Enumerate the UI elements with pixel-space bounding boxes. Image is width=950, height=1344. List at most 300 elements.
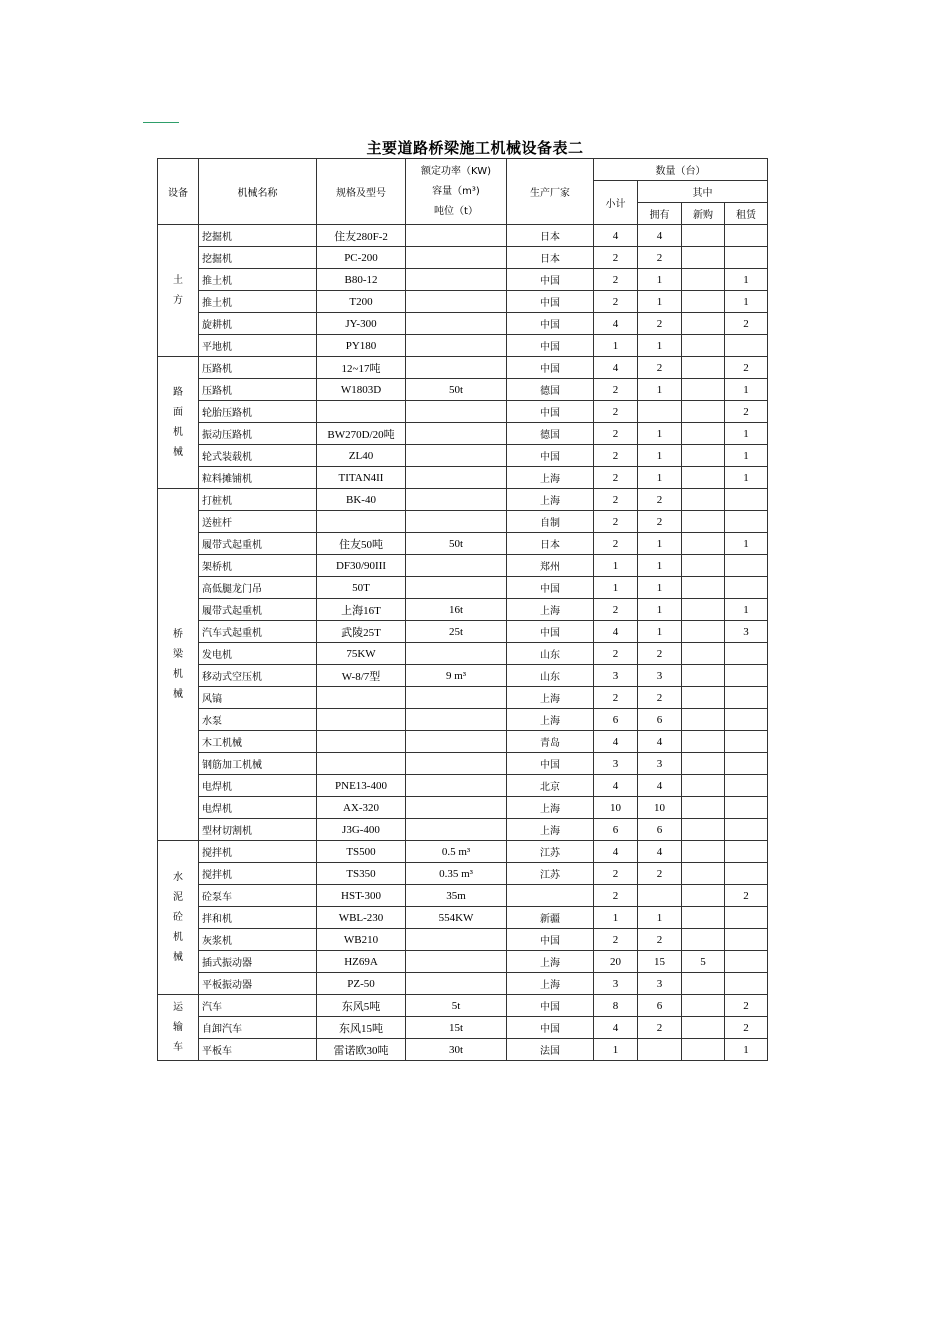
cell-new <box>682 973 725 995</box>
cell-spec: 50T <box>317 577 406 599</box>
header-power-line1: 额定功率（KW) <box>421 165 491 177</box>
cell-maker: 上海 <box>507 467 594 489</box>
cell-name: 挖掘机 <box>199 247 317 269</box>
cell-maker: 北京 <box>507 775 594 797</box>
cell-subtotal: 4 <box>594 731 638 753</box>
table-row <box>158 401 768 423</box>
category-char: 机 <box>173 426 183 438</box>
table-row <box>158 819 768 841</box>
cell-new <box>682 797 725 819</box>
cell-rent: 1 <box>725 599 768 621</box>
cell-power <box>406 247 507 269</box>
cell-spec: 东风5吨 <box>317 995 406 1017</box>
cell-name: 平地机 <box>199 335 317 357</box>
cell-owned: 6 <box>638 819 682 841</box>
cell-name: 振动压路机 <box>199 423 317 445</box>
cell-maker: 德国 <box>507 423 594 445</box>
top-link-underline[interactable] <box>143 122 179 123</box>
cell-name: 型材切割机 <box>199 819 317 841</box>
cell-rent <box>725 687 768 709</box>
cell-subtotal: 4 <box>594 775 638 797</box>
cell-owned: 4 <box>638 731 682 753</box>
cell-new <box>682 511 725 533</box>
cell-subtotal: 2 <box>594 269 638 291</box>
cell-subtotal: 2 <box>594 445 638 467</box>
table-row <box>158 929 768 951</box>
table-row <box>158 665 768 687</box>
cell-maker: 山东 <box>507 643 594 665</box>
header-power-line3: 吨位（t） <box>434 205 478 217</box>
table-row <box>158 489 768 511</box>
cell-maker: 中国 <box>507 357 594 379</box>
table-row <box>158 467 768 489</box>
cell-name: 架桥机 <box>199 555 317 577</box>
cell-new <box>682 555 725 577</box>
category-char: 械 <box>173 446 183 458</box>
cell-name: 履带式起重机 <box>199 533 317 555</box>
cell-name: 发电机 <box>199 643 317 665</box>
cell-rent <box>725 555 768 577</box>
cell-rent: 2 <box>725 885 768 907</box>
cell-owned: 2 <box>638 1017 682 1039</box>
cell-power <box>406 973 507 995</box>
cell-name: 轮胎压路机 <box>199 401 317 423</box>
cell-power <box>406 731 507 753</box>
cell-owned: 6 <box>638 995 682 1017</box>
cell-name: 压路机 <box>199 357 317 379</box>
cell-power <box>406 269 507 291</box>
cell-power <box>406 643 507 665</box>
table-row <box>158 907 768 929</box>
cell-power: 50t <box>406 533 507 555</box>
cell-power: 554KW <box>406 907 507 929</box>
cell-maker: 日本 <box>507 533 594 555</box>
cell-rent <box>725 247 768 269</box>
table-row <box>158 709 768 731</box>
cell-power <box>406 753 507 775</box>
cell-new <box>682 643 725 665</box>
cell-owned: 1 <box>638 335 682 357</box>
category-cell <box>158 357 199 489</box>
table-row <box>158 863 768 885</box>
cell-owned: 4 <box>638 841 682 863</box>
cell-spec: B80-12 <box>317 269 406 291</box>
cell-name: 钢筋加工机械 <box>199 753 317 775</box>
table-row <box>158 225 768 247</box>
cell-spec: BK-40 <box>317 489 406 511</box>
cell-owned: 10 <box>638 797 682 819</box>
cell-subtotal: 4 <box>594 1017 638 1039</box>
cell-maker: 上海 <box>507 709 594 731</box>
cell-spec: AX-320 <box>317 797 406 819</box>
cell-owned: 6 <box>638 709 682 731</box>
header-new: 新购 <box>682 203 725 225</box>
cell-spec: W1803D <box>317 379 406 401</box>
table-row <box>158 643 768 665</box>
cell-owned: 1 <box>638 533 682 555</box>
cell-subtotal: 2 <box>594 511 638 533</box>
cell-rent: 1 <box>725 423 768 445</box>
cell-name: 搅拌机 <box>199 863 317 885</box>
cell-maker: 德国 <box>507 379 594 401</box>
table-row <box>158 379 768 401</box>
cell-subtotal: 2 <box>594 291 638 313</box>
table-row <box>158 951 768 973</box>
cell-name: 履带式起重机 <box>199 599 317 621</box>
cell-maker: 法国 <box>507 1039 594 1061</box>
cell-new <box>682 775 725 797</box>
cell-new <box>682 753 725 775</box>
cell-rent: 2 <box>725 313 768 335</box>
cell-name: 移动式空压机 <box>199 665 317 687</box>
cell-spec: J3G-400 <box>317 819 406 841</box>
cell-rent: 2 <box>725 995 768 1017</box>
table-row <box>158 445 768 467</box>
cell-name: 打桩机 <box>199 489 317 511</box>
cell-power <box>406 489 507 511</box>
cell-maker: 江苏 <box>507 863 594 885</box>
cell-power <box>406 797 507 819</box>
cell-maker: 江苏 <box>507 841 594 863</box>
cell-rent <box>725 577 768 599</box>
cell-new <box>682 665 725 687</box>
cell-power <box>406 401 507 423</box>
cell-name: 平板车 <box>199 1039 317 1061</box>
header-spec: 规格及型号 <box>317 159 406 225</box>
cell-spec <box>317 687 406 709</box>
table-row <box>158 599 768 621</box>
cell-subtotal: 2 <box>594 643 638 665</box>
cell-spec: TS500 <box>317 841 406 863</box>
cell-subtotal: 2 <box>594 863 638 885</box>
cell-power: 0.35 m³ <box>406 863 507 885</box>
cell-maker: 上海 <box>507 599 594 621</box>
cell-maker: 中国 <box>507 445 594 467</box>
cell-maker: 中国 <box>507 269 594 291</box>
cell-rent: 1 <box>725 1039 768 1061</box>
cell-subtotal: 3 <box>594 973 638 995</box>
table-row <box>158 731 768 753</box>
cell-power: 15t <box>406 1017 507 1039</box>
cell-maker: 自制 <box>507 511 594 533</box>
cell-subtotal: 1 <box>594 1039 638 1061</box>
table-row <box>158 577 768 599</box>
cell-name: 平板振动器 <box>199 973 317 995</box>
category-char: 面 <box>173 406 183 418</box>
table-row <box>158 995 768 1017</box>
cell-rent: 2 <box>725 357 768 379</box>
equipment-table <box>157 158 768 1061</box>
category-char: 械 <box>173 951 183 963</box>
cell-owned: 2 <box>638 247 682 269</box>
table-row <box>158 885 768 907</box>
cell-spec <box>317 753 406 775</box>
cell-new <box>682 379 725 401</box>
cell-owned <box>638 401 682 423</box>
cell-maker: 上海 <box>507 687 594 709</box>
cell-power <box>406 357 507 379</box>
category-char: 桥 <box>173 628 183 640</box>
category-cell <box>158 841 199 995</box>
cell-subtotal: 2 <box>594 929 638 951</box>
cell-subtotal: 1 <box>594 907 638 929</box>
cell-subtotal: 4 <box>594 313 638 335</box>
cell-rent <box>725 511 768 533</box>
cell-rent <box>725 225 768 247</box>
cell-spec: T200 <box>317 291 406 313</box>
cell-owned: 1 <box>638 577 682 599</box>
cell-power: 16t <box>406 599 507 621</box>
cell-rent: 3 <box>725 621 768 643</box>
table-row <box>158 533 768 555</box>
category-char: 水 <box>173 871 183 883</box>
category-cell <box>158 489 199 841</box>
cell-spec: 住友280F-2 <box>317 225 406 247</box>
cell-spec: PC-200 <box>317 247 406 269</box>
cell-subtotal: 4 <box>594 225 638 247</box>
cell-maker: 中国 <box>507 753 594 775</box>
cell-spec: 上海16T <box>317 599 406 621</box>
table-row <box>158 269 768 291</box>
cell-name: 粒料摊铺机 <box>199 467 317 489</box>
header-name: 机械名称 <box>199 159 317 225</box>
cell-name: 灰浆机 <box>199 929 317 951</box>
cell-rent: 1 <box>725 533 768 555</box>
cell-new <box>682 247 725 269</box>
header-of-which: 其中 <box>638 181 768 203</box>
cell-rent <box>725 335 768 357</box>
cell-name: 自卸汽车 <box>199 1017 317 1039</box>
cell-name: 高低腿龙门吊 <box>199 577 317 599</box>
category-char: 路 <box>173 386 183 398</box>
cell-spec <box>317 401 406 423</box>
header-subtotal: 小计 <box>594 181 638 225</box>
cell-maker: 上海 <box>507 973 594 995</box>
cell-new: 5 <box>682 951 725 973</box>
cell-new <box>682 621 725 643</box>
cell-rent <box>725 819 768 841</box>
cell-rent: 2 <box>725 1017 768 1039</box>
cell-rent <box>725 753 768 775</box>
cell-new <box>682 819 725 841</box>
cell-rent <box>725 863 768 885</box>
cell-maker: 中国 <box>507 577 594 599</box>
header-category: 设备 <box>158 159 199 225</box>
cell-spec: WBL-230 <box>317 907 406 929</box>
cell-spec: WB210 <box>317 929 406 951</box>
category-char: 械 <box>173 688 183 700</box>
category-char: 输 <box>173 1021 183 1033</box>
cell-power: 0.5 m³ <box>406 841 507 863</box>
cell-new <box>682 995 725 1017</box>
cell-owned <box>638 885 682 907</box>
cell-subtotal: 1 <box>594 555 638 577</box>
cell-subtotal: 4 <box>594 357 638 379</box>
category-cell <box>158 225 199 357</box>
cell-power <box>406 951 507 973</box>
cell-subtotal: 20 <box>594 951 638 973</box>
cell-spec: 雷诺欧30吨 <box>317 1039 406 1061</box>
cell-owned: 1 <box>638 555 682 577</box>
cell-spec: TITAN4II <box>317 467 406 489</box>
cell-subtotal: 3 <box>594 753 638 775</box>
cell-subtotal: 4 <box>594 841 638 863</box>
cell-subtotal: 6 <box>594 709 638 731</box>
cell-subtotal: 10 <box>594 797 638 819</box>
cell-maker: 上海 <box>507 819 594 841</box>
cell-new <box>682 599 725 621</box>
table-row <box>158 357 768 379</box>
cell-new <box>682 1017 725 1039</box>
cell-subtotal: 6 <box>594 819 638 841</box>
cell-spec <box>317 731 406 753</box>
cell-new <box>682 885 725 907</box>
cell-power <box>406 819 507 841</box>
cell-rent <box>725 907 768 929</box>
cell-maker: 中国 <box>507 995 594 1017</box>
category-char: 机 <box>173 931 183 943</box>
cell-spec: 12~17吨 <box>317 357 406 379</box>
table-row <box>158 291 768 313</box>
cell-subtotal: 2 <box>594 599 638 621</box>
cell-subtotal: 1 <box>594 577 638 599</box>
cell-maker: 日本 <box>507 247 594 269</box>
cell-owned: 4 <box>638 225 682 247</box>
cell-owned: 3 <box>638 665 682 687</box>
cell-rent <box>725 973 768 995</box>
cell-power <box>406 511 507 533</box>
cell-owned: 4 <box>638 775 682 797</box>
cell-rent <box>725 643 768 665</box>
category-cell <box>158 995 199 1061</box>
category-char: 车 <box>173 1041 183 1053</box>
table-body <box>158 225 768 1061</box>
cell-rent <box>725 951 768 973</box>
table-row <box>158 423 768 445</box>
table-row <box>158 555 768 577</box>
cell-new <box>682 1039 725 1061</box>
cell-owned: 2 <box>638 643 682 665</box>
cell-spec: 住友50吨 <box>317 533 406 555</box>
cell-power <box>406 467 507 489</box>
cell-subtotal: 2 <box>594 401 638 423</box>
table-row <box>158 313 768 335</box>
cell-spec: JY-300 <box>317 313 406 335</box>
cell-power: 50t <box>406 379 507 401</box>
category-char: 运 <box>173 1001 183 1013</box>
cell-power <box>406 687 507 709</box>
cell-new <box>682 291 725 313</box>
cell-power <box>406 423 507 445</box>
cell-power <box>406 775 507 797</box>
cell-new <box>682 709 725 731</box>
cell-owned: 3 <box>638 973 682 995</box>
cell-spec: PZ-50 <box>317 973 406 995</box>
cell-new <box>682 929 725 951</box>
cell-subtotal: 2 <box>594 885 638 907</box>
cell-rent: 2 <box>725 401 768 423</box>
cell-maker: 上海 <box>507 489 594 511</box>
cell-spec: 武陵25T <box>317 621 406 643</box>
cell-new <box>682 533 725 555</box>
cell-new <box>682 577 725 599</box>
cell-new <box>682 225 725 247</box>
cell-rent <box>725 775 768 797</box>
cell-spec: PY180 <box>317 335 406 357</box>
cell-spec: HST-300 <box>317 885 406 907</box>
cell-new <box>682 467 725 489</box>
category-char: 方 <box>173 294 183 306</box>
cell-name: 搅拌机 <box>199 841 317 863</box>
cell-new <box>682 687 725 709</box>
cell-spec: ZL40 <box>317 445 406 467</box>
cell-spec: TS350 <box>317 863 406 885</box>
cell-subtotal: 1 <box>594 335 638 357</box>
cell-maker: 中国 <box>507 929 594 951</box>
cell-owned: 2 <box>638 511 682 533</box>
cell-power <box>406 709 507 731</box>
cell-maker: 新疆 <box>507 907 594 929</box>
cell-owned: 2 <box>638 357 682 379</box>
cell-power <box>406 929 507 951</box>
cell-power <box>406 555 507 577</box>
cell-maker: 中国 <box>507 313 594 335</box>
cell-owned: 1 <box>638 379 682 401</box>
cell-power: 25t <box>406 621 507 643</box>
cell-rent <box>725 489 768 511</box>
cell-spec: DF30/90III <box>317 555 406 577</box>
cell-owned: 1 <box>638 291 682 313</box>
cell-subtotal: 2 <box>594 533 638 555</box>
cell-power: 9 m³ <box>406 665 507 687</box>
cell-owned: 1 <box>638 445 682 467</box>
cell-name: 推土机 <box>199 291 317 313</box>
cell-subtotal: 2 <box>594 379 638 401</box>
cell-rent <box>725 841 768 863</box>
cell-owned: 1 <box>638 599 682 621</box>
cell-owned: 2 <box>638 489 682 511</box>
header-power-line2: 容量（m³) <box>432 185 480 197</box>
table-row <box>158 797 768 819</box>
cell-owned: 2 <box>638 929 682 951</box>
cell-power <box>406 291 507 313</box>
cell-new <box>682 269 725 291</box>
page-title: 主要道路桥梁施工机械设备表二 <box>366 139 584 157</box>
cell-owned: 2 <box>638 863 682 885</box>
cell-power <box>406 445 507 467</box>
cell-maker: 中国 <box>507 401 594 423</box>
cell-new <box>682 489 725 511</box>
table-row <box>158 621 768 643</box>
cell-rent <box>725 929 768 951</box>
cell-owned: 1 <box>638 269 682 291</box>
cell-new <box>682 401 725 423</box>
cell-rent <box>725 709 768 731</box>
cell-rent <box>725 665 768 687</box>
cell-new <box>682 863 725 885</box>
cell-power: 35m <box>406 885 507 907</box>
cell-power: 30t <box>406 1039 507 1061</box>
cell-maker: 中国 <box>507 335 594 357</box>
cell-subtotal: 2 <box>594 467 638 489</box>
table-row <box>158 1017 768 1039</box>
cell-rent: 1 <box>725 269 768 291</box>
cell-spec <box>317 709 406 731</box>
table-row <box>158 335 768 357</box>
cell-subtotal: 2 <box>594 687 638 709</box>
cell-rent: 1 <box>725 467 768 489</box>
cell-new <box>682 423 725 445</box>
